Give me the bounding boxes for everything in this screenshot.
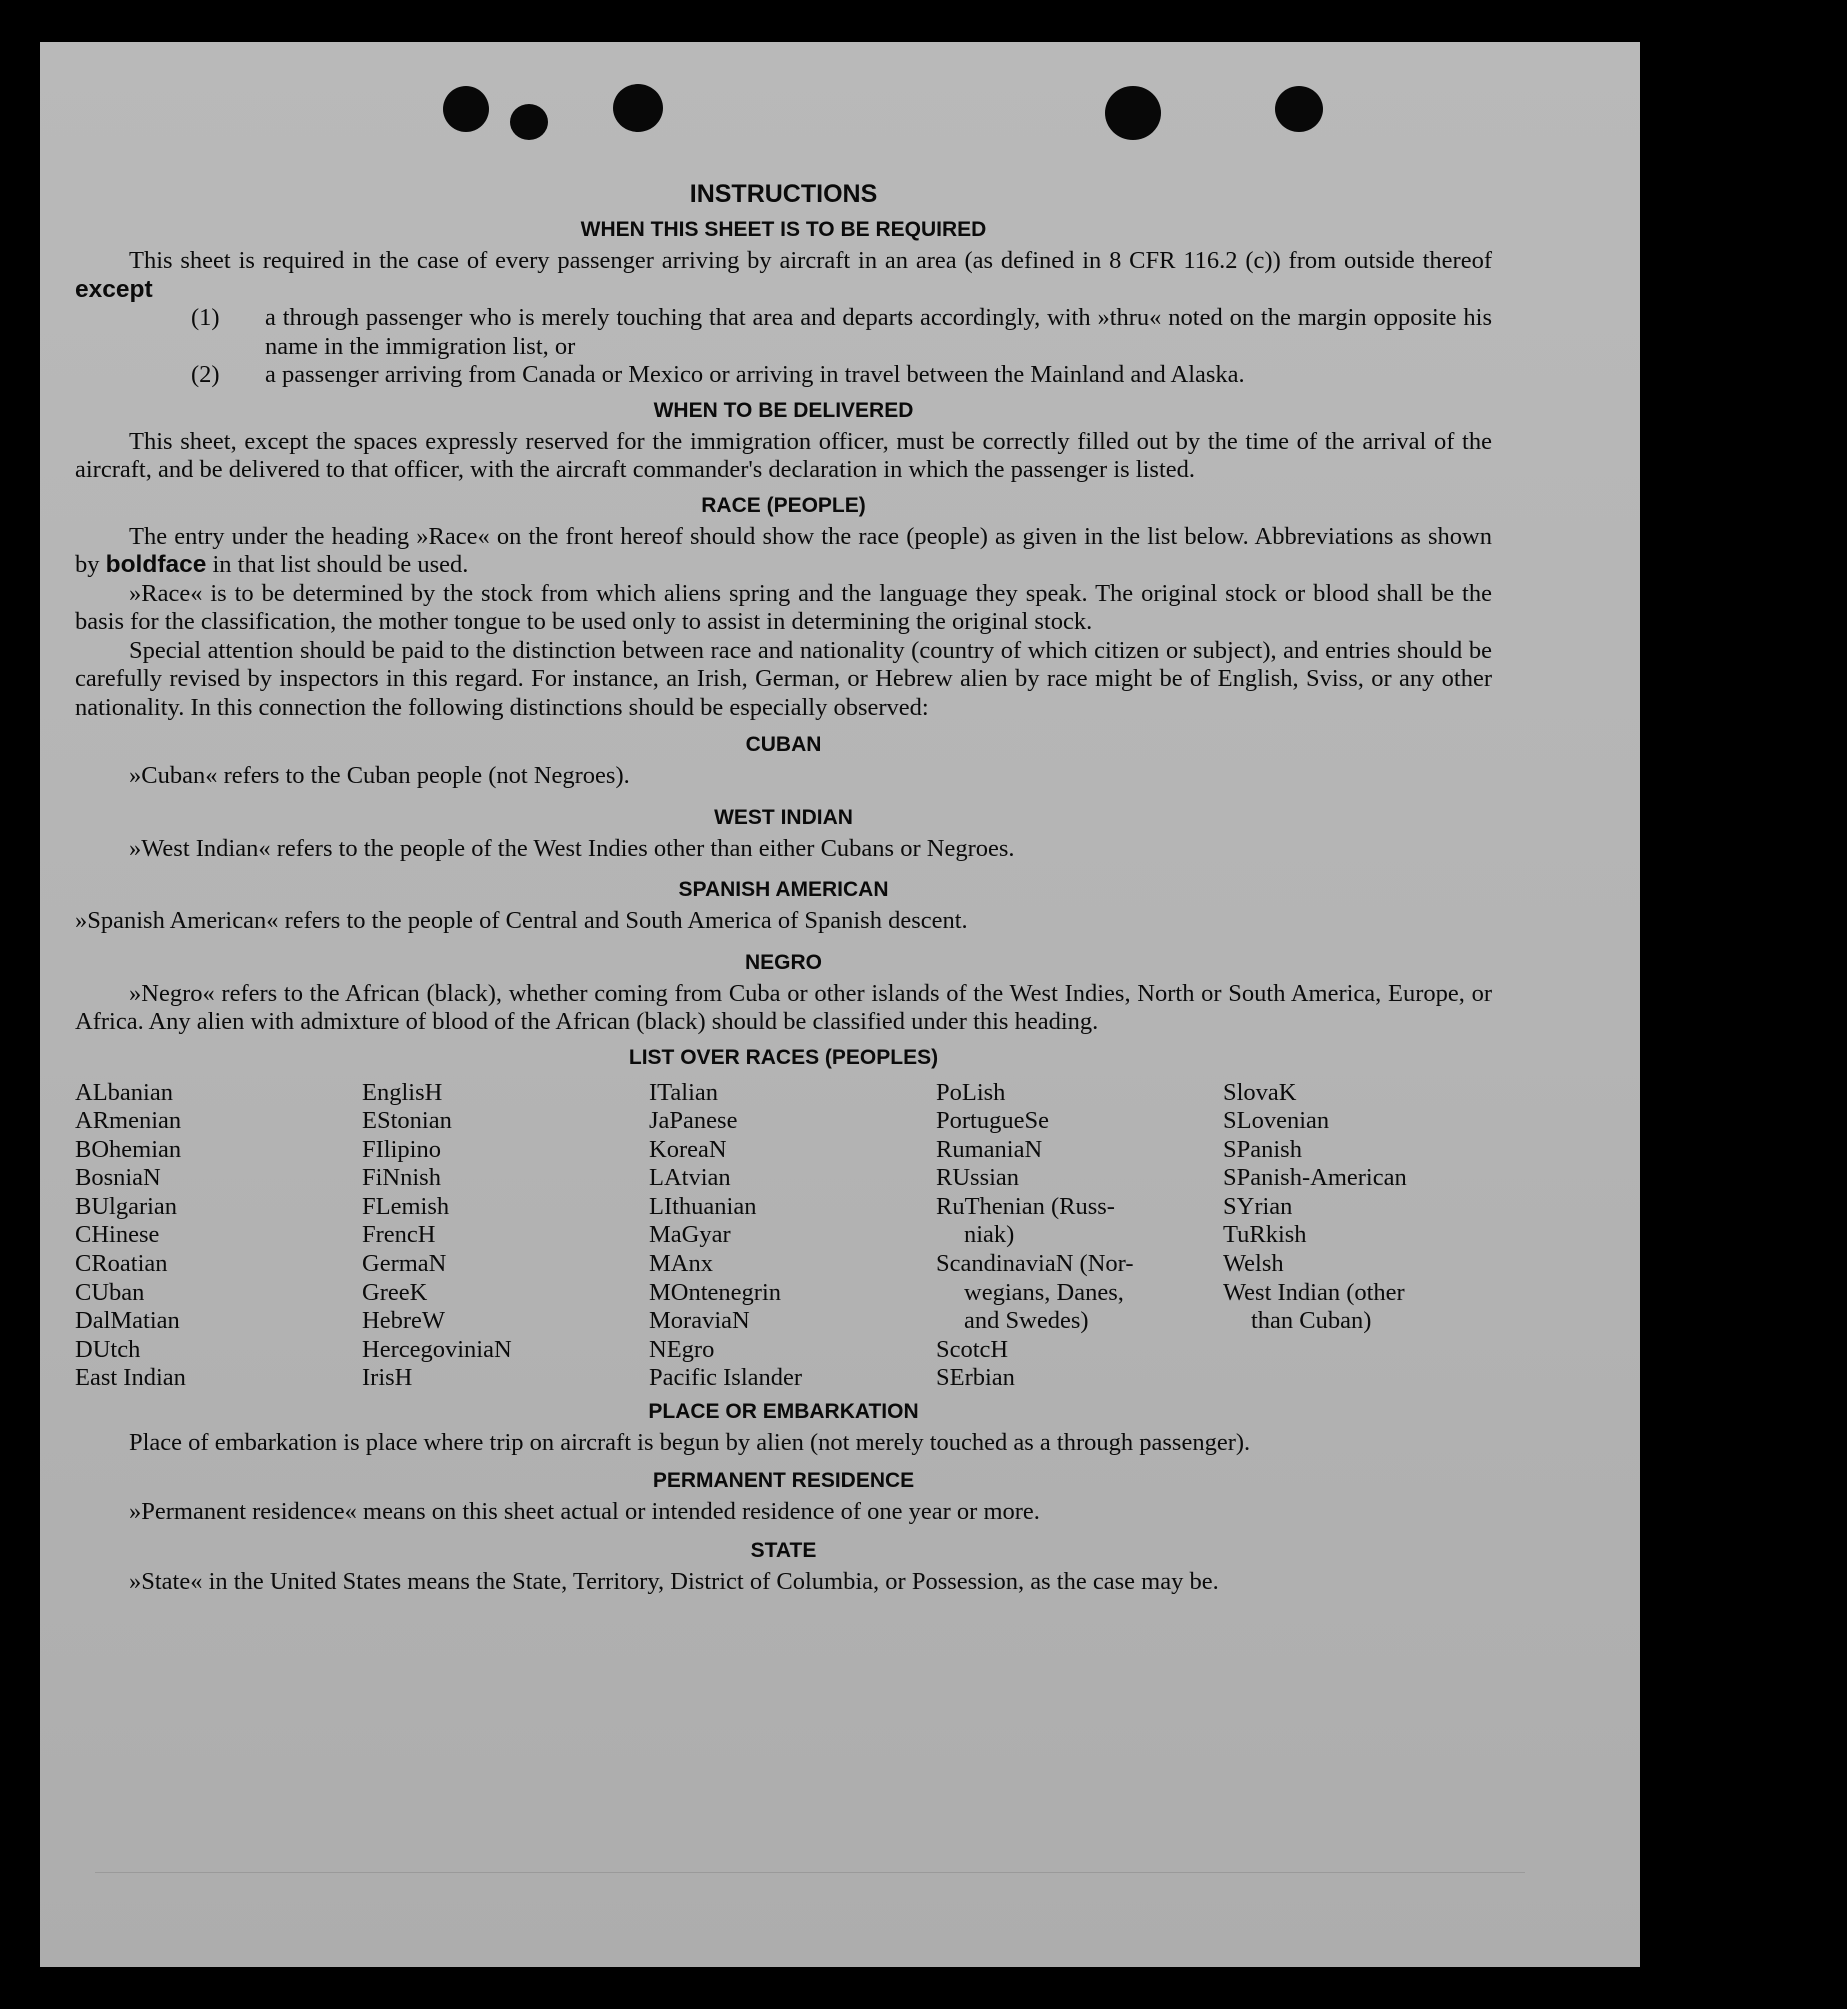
list-item	[75, 361, 1492, 390]
race-item: RumaniaN	[936, 1135, 1043, 1163]
race-item: SlovaK	[1223, 1078, 1297, 1106]
races-column-4	[936, 1079, 1223, 1394]
punch-hole	[443, 86, 489, 132]
heading-negro: NEGRO	[744, 950, 822, 974]
race-item: SLovenian	[1223, 1107, 1330, 1135]
paragraph-text: in that list should be used.	[212, 551, 469, 578]
race-item: MAnx	[649, 1250, 713, 1278]
page-title: INSTRUCTIONS	[689, 180, 878, 208]
race-item: Pacific Islander	[649, 1364, 803, 1392]
race-item: FiNnish	[362, 1164, 441, 1192]
race-item: SYrian	[1223, 1192, 1293, 1220]
footer-divider	[95, 1872, 1525, 1873]
race-item: JaPanese	[649, 1107, 738, 1135]
race-item: FIlipino	[362, 1135, 441, 1163]
heading-embarkation: PLACE OR EMBARKATION	[648, 1400, 919, 1424]
paragraph-state: »State« in the United States means the State, Territory, District of Columbia, or Possession, as the case may be.	[129, 1568, 1219, 1596]
race-item: PoLish	[936, 1078, 1006, 1106]
punch-hole	[510, 104, 548, 140]
punch-hole	[1275, 86, 1323, 132]
race-item: HercegoviniaN	[362, 1335, 512, 1363]
paragraph-text: The entry under the heading »Race« on the front hereof should show the race (people) as given in the list below. Abbreviations as shown by	[75, 522, 1492, 578]
race-item: SErbian	[936, 1364, 1015, 1392]
bold-keyword: except	[75, 275, 153, 303]
races-column-5	[1223, 1079, 1510, 1394]
races-column-2	[362, 1079, 649, 1394]
race-item: SPanish-American	[1223, 1164, 1407, 1192]
race-item: LIthuanian	[649, 1192, 757, 1220]
race-item: ITalian	[649, 1078, 719, 1106]
race-item: GermaN	[362, 1250, 447, 1278]
race-item: DUtch	[75, 1335, 141, 1363]
race-item: MoraviaN	[649, 1307, 750, 1335]
paragraph-race-2: »Race« is to be determined by the stock from which aliens spring and the language they speak. The original stock or blood shall be the basis for the classification, the mother tongue to be used only to assist in determining the original stock.	[75, 579, 1492, 635]
heading-permanent-residence: PERMANENT RESIDENCE	[652, 1468, 915, 1492]
race-item: EStonian	[362, 1107, 452, 1135]
races-column-1	[75, 1079, 362, 1394]
race-item: ScotcH	[936, 1335, 1009, 1363]
race-item: MaGyar	[649, 1221, 731, 1249]
paragraph-race-3: Special attention should be paid to the distinction between race and nationality (country of which citizen or subject), and entries should be carefully revised by inspectors in this regard. For instance, an Irish, German, or Hebrew alien by race might be of English, Sviss, or any other nationality. In this connection the following distinctions should be especially observed:	[75, 636, 1492, 721]
heading-west-indian: WEST INDIAN	[714, 805, 853, 829]
paragraph-when-delivered: This sheet, except the spaces expressly reserved for the immigration officer, must be correctly filled out by the time of the arrival of the aircraft, and be delivered to that officer, with the aircraft commander's declaration in which the passenger is listed.	[75, 427, 1492, 483]
race-item: CUban	[75, 1278, 145, 1306]
race-item: ScandinaviaN (Nor-	[936, 1250, 1134, 1278]
race-item: ALbanian	[75, 1078, 173, 1106]
paragraph-race-1	[75, 523, 1492, 580]
race-item: SPanish	[1223, 1135, 1302, 1163]
instructions-content	[75, 177, 1492, 1597]
races-list	[75, 1079, 1492, 1394]
race-item: BosniaN	[75, 1164, 161, 1192]
race-item: CHinese	[75, 1221, 160, 1249]
race-item: TuRkish	[1223, 1221, 1307, 1249]
race-item: LAtvian	[649, 1164, 731, 1192]
race-item: HebreW	[362, 1307, 445, 1335]
race-item: RuThenian (Russ-	[936, 1192, 1115, 1220]
document-page	[40, 42, 1640, 1967]
race-item: MOntenegrin	[649, 1278, 781, 1306]
paragraph-west-indian: »West Indian« refers to the people of the West Indies other than either Cubans or Negroes.	[129, 834, 1015, 862]
paragraph-permanent-residence: »Permanent residence« means on this sheet actual or intended residence of one year or more.	[129, 1497, 1040, 1525]
race-item-continuation: niak)	[964, 1221, 1015, 1249]
item-text: a through passenger who is merely touching that area and departs accordingly, with »thru« noted on the margin opposite his name in the immigration list, or	[265, 304, 1492, 360]
heading-state: STATE	[750, 1539, 817, 1563]
race-item: FrencH	[362, 1221, 436, 1249]
races-column-3	[649, 1079, 936, 1394]
punch-hole	[613, 84, 663, 132]
race-item: IrisH	[362, 1364, 413, 1392]
race-item: GreeK	[362, 1278, 428, 1306]
paragraph-text: This sheet is required in the case of every passenger arriving by aircraft in an area (as defined in 8 CFR 116.2 (c)) from outside thereof	[129, 247, 1492, 274]
heading-cuban: CUBAN	[745, 733, 822, 756]
race-item: FLemish	[362, 1192, 450, 1220]
race-item-continuation: wegians, Danes,	[964, 1278, 1124, 1306]
race-item: RUssian	[936, 1164, 1020, 1192]
paragraph-cuban: »Cuban« refers to the Cuban people (not Negroes).	[129, 762, 630, 789]
item-number: (2)	[191, 361, 220, 388]
race-item: West Indian (other	[1223, 1278, 1405, 1306]
race-item-continuation: than Cuban)	[1251, 1307, 1372, 1335]
race-item: NEgro	[649, 1335, 715, 1363]
paragraph-when-required	[75, 247, 1492, 304]
race-item: CRoatian	[75, 1250, 168, 1278]
race-item: ARmenian	[75, 1107, 182, 1135]
heading-when-required: WHEN THIS SHEET IS TO BE REQUIRED	[580, 218, 987, 241]
list-item	[75, 304, 1492, 361]
race-item: PortugueSe	[936, 1107, 1049, 1135]
race-item: KoreaN	[649, 1135, 727, 1163]
punch-hole	[1105, 86, 1161, 140]
paragraph-spanish-american: »Spanish American« refers to the people of Central and South America of Spanish descent.	[75, 907, 968, 934]
race-item: EnglisH	[362, 1078, 443, 1106]
item-number: (1)	[191, 304, 220, 331]
race-item: East Indian	[75, 1364, 186, 1392]
heading-when-delivered: WHEN TO BE DELIVERED	[653, 398, 914, 422]
race-item: BOhemian	[75, 1135, 182, 1163]
heading-races-list: LIST OVER RACES (PEOPLES)	[628, 1045, 939, 1069]
race-item: BUlgarian	[75, 1192, 178, 1220]
race-item: Welsh	[1223, 1250, 1284, 1278]
race-item: DalMatian	[75, 1307, 180, 1335]
paragraph-embarkation: Place of embarkation is place where trip on aircraft is begun by alien (not merely touched as a through passenger).	[129, 1429, 1251, 1457]
heading-spanish-american: SPANISH AMERICAN	[678, 878, 889, 901]
item-text: a passenger arriving from Canada or Mexico or arriving in travel between the Mainland and Alaska.	[265, 361, 1245, 388]
heading-race: RACE (PEOPLE)	[701, 493, 866, 517]
race-item-continuation: and Swedes)	[964, 1307, 1089, 1335]
bold-keyword: boldface	[105, 551, 207, 578]
paragraph-negro: »Negro« refers to the African (black), whether coming from Cuba or other islands of the West Indies, North or South America, Europe, or Africa. Any alien with admixture of blood of the African (black) should be classified under this heading.	[75, 979, 1492, 1035]
